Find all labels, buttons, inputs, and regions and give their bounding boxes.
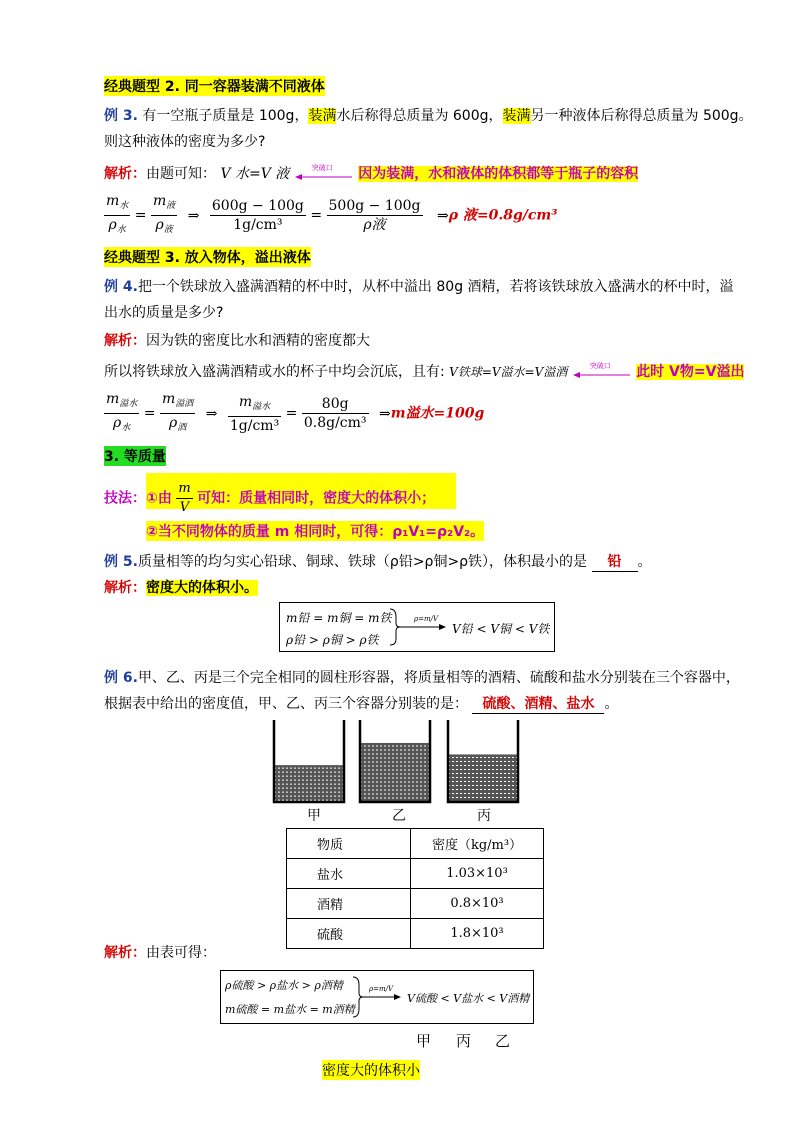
example-4-equation: $\frac{m_{溢水}}{\rho_水}$ = $\frac{m_{溢酒}}{\rho_酒}$ ⇒ $\frac{m_{溢水}}{\text{1g/cm³}}$ = $\frac{80g}{\text{0.8g/cm³}}$ ⇒m溢水=100g [106,391,485,434]
liquid-fill [360,743,430,802]
section-equal-mass-heading: 3. 等质量 [104,446,166,466]
section-2-heading: 经典题型 2. 同一容器装满不同液体 [104,76,325,96]
example-4-analysis: 解析：因为铁的密度比水和酒精的密度都大 [104,333,370,349]
order-bing: 丙 [456,1032,472,1050]
section-3-heading: 经典题型 3. 放入物体，溢出液体 [104,247,311,267]
example-4-line-2: 出水的质量是多少? [104,305,224,321]
example-3-equation: $\frac{m_水}{\rho_水}$ = $\frac{m_液}{\rho_液}$ ⇒ $\frac{600g - 100g}{\text{1g/cm³}}$ = $\frac{500g - 100g}{\text{ρ液}}$ ⇒ρ 液=0.8g/cm³ [106,193,558,235]
example-4-line-3: 所以将铁球放入盛满酒精或水的杯子中均会沉底，且有: V铁球=V溢水=V溢酒 突破口 此时 V物=V溢出 [104,362,745,380]
method-line-1: 技法：①由 $\frac{m}{V}$ 可知：质量相同时，密度大的体积小； [104,481,436,515]
example-5-formula-box: m铅 = m铜 = m铁 ρ铅 > ρ铜 > ρ铁 ρ=m/V V铅 < V铜 < V铁 [279,602,555,652]
example-5-line: 例 5.质量相等的均匀实心铅球、铜球、铁球（ρ铅>ρ铜>ρ铁），体积最小的是 铅 。 [104,551,652,572]
table-row: 盐水 1.03×10³ [287,859,544,889]
table-row: 酒精 0.8×10³ [287,889,544,919]
method-line-2: ②当不同物体的质量 m 相同时，可得：ρ₁V₁=ρ₂V₂。 [146,521,484,541]
example-6-line-1: 例 6.甲、乙、丙是三个完全相同的圆柱形容器，将质量相等的酒精、硫酸和盐水分别装在三个容器中， [104,670,740,686]
table-header-row: 物质 密度（kg/m³） [287,829,544,859]
example-6-answer: 硫酸、酒精、盐水 [472,693,604,714]
containers-figure [266,716,526,806]
brace-arrow [351,975,403,1019]
container-3 [448,720,518,802]
conclusion: 密度大的体积小 [322,1060,420,1080]
example-5-answer: 铅 [592,551,638,572]
example-5-analysis: 解析：密度大的体积小。 [104,580,258,596]
liquid-fill [448,754,518,802]
container-label-yi: 乙 [392,808,406,824]
example-6-analysis: 解析：由表可得： [104,945,216,961]
example-3-label: 例 3. [104,108,138,124]
density-table [286,828,544,949]
table-row: 硫酸 1.8×10³ [287,919,544,949]
svg-text:ρ=m/V: ρ=m/V [369,985,394,993]
example-3-line-1: 例 3. 有一空瓶子质量是 100g，装满水后称得总质量为 600g，装满另一种液体后称得总质量为 500g。 [104,108,753,124]
container-label-bing: 丙 [477,808,491,824]
container-label-jia: 甲 [307,808,321,824]
order-jia: 甲 [416,1032,432,1050]
example-6-formula-box: ρ硫酸 > ρ盐水 > ρ酒精 m硫酸 = m盐水 = m酒精 ρ=m/V V硫酸 < V盐水 < V酒精 [220,970,534,1024]
example-3-analysis: 解析：由题可知： V 水=V 液 突破口 因为装满，水和液体的体积都等于瓶子的容积 [104,164,639,182]
example-6-line-2: 根据表中给出的密度值，甲、乙、丙三个容器分别装的是： 硫酸、酒精、盐水 。 [104,693,618,714]
order-yi: 乙 [495,1032,511,1050]
example-4-line-1: 例 4.把一个铁球放入盛满酒精的杯中时，从杯中溢出 80g 酒精，若将该铁球放入盛满水的杯中时，溢 [104,279,734,295]
container-1 [274,720,344,802]
breakthrough-arrow: 突破口 [572,365,632,379]
liquid-fill [274,765,344,802]
svg-text:ρ=m/V: ρ=m/V [414,615,439,623]
brace-arrow [388,607,448,647]
example-3-line-2: 则这种液体的密度为多少? [104,134,266,150]
breakthrough-arrow: 突破口 [294,167,354,181]
container-2 [360,720,430,802]
